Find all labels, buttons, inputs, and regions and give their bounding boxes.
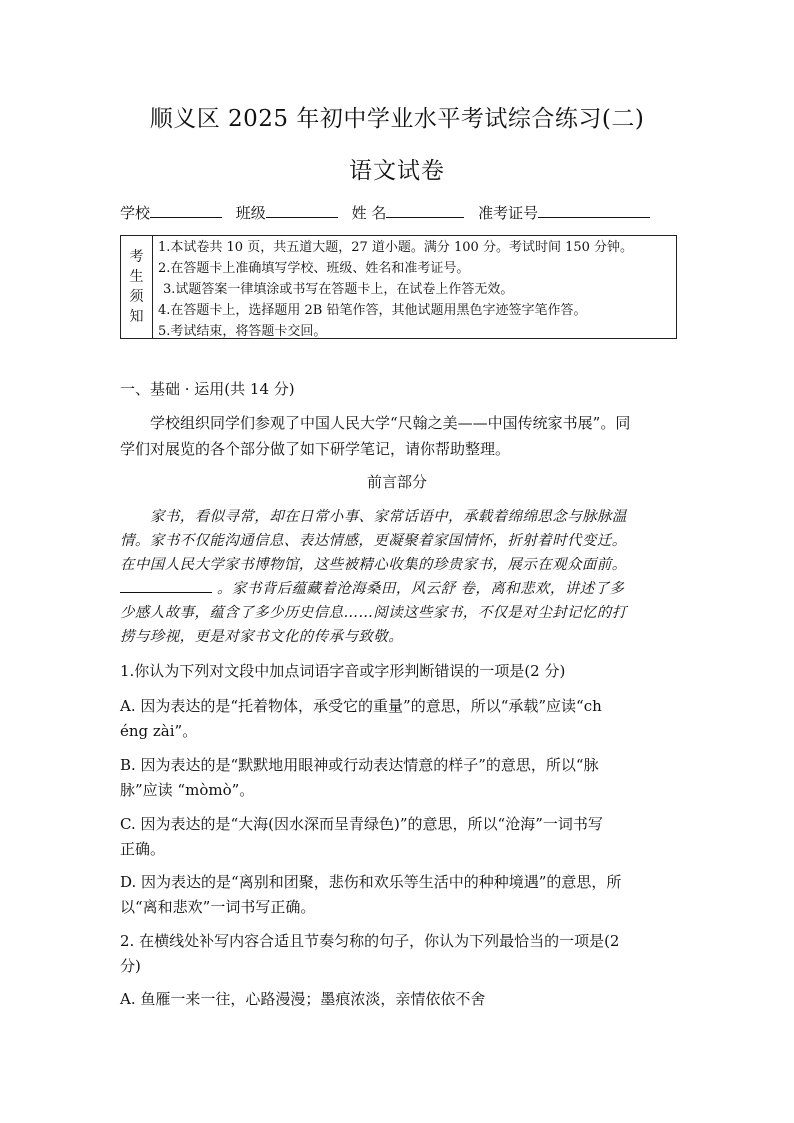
preface-passage xyxy=(120,505,677,649)
notice-side-char: 须 xyxy=(129,289,144,305)
question-2-stem xyxy=(120,929,677,979)
notice-item: 1.本试卷共 10 页，共五道大题，27 道小题。满分 100 分。考试时间 150 分钟。 xyxy=(158,240,634,255)
class-blank xyxy=(266,202,338,218)
passage-line: 少感人故事，蕴含了多少历史信息……阅读这些家书，不仅是对尘封记忆的打 xyxy=(120,605,627,621)
option-line: 脉”应读 “mòmò”。 xyxy=(120,781,255,799)
exam-subtitle: 语文试卷 xyxy=(349,158,445,184)
stem-line: 2. 在横线处补写内容合适且节奏匀称的句子，你认为下列最恰当的一项是(2 xyxy=(120,932,620,950)
school-blank xyxy=(150,202,222,218)
passage-line: 捞与珍视，更是对家书文化的传承与致敬。 xyxy=(120,629,404,645)
class-label: 班级 xyxy=(235,204,266,222)
stem-line: 分) xyxy=(120,957,141,975)
part-title: 前言部分 xyxy=(366,473,427,491)
question-2-option-a: A. 鱼雁一来一往，心路漫漫；墨痕浓淡，亲情依依不舍 xyxy=(120,990,486,1008)
notice-side-label xyxy=(121,236,153,338)
section-heading: 一、基础 · 运用(共 14 分) xyxy=(120,380,295,398)
passage-text: 。家书背后蕴藏着沧海桑田，风云舒 卷，离和悲欢，讲述了多 xyxy=(217,581,625,597)
school-label: 学校 xyxy=(120,204,151,222)
option-line: B. 因为表达的是“默默地用眼神或行动表达情意的样子”的意思，所以“脉 xyxy=(120,756,599,774)
notice-items xyxy=(158,237,673,342)
exam-title: 顺义区 2025 年初中学业水平考试综合练习(二) xyxy=(149,106,645,132)
question-1-stem: 1.你认为下列对文段中加点词语字音或字形判断错误的一项是(2 分) xyxy=(120,662,566,680)
notice-item: 2.在答题卡上准确填写学校、班级、姓名和准考证号。 xyxy=(158,261,470,276)
exam-number-label: 准考证号 xyxy=(478,204,539,222)
name-blank xyxy=(386,202,464,218)
notice-side-char: 知 xyxy=(129,309,144,325)
option-line: A. 因为表达的是“托着物体，承受它的重量”的意思，所以“承载”应读“ch xyxy=(120,697,602,715)
option-line: éng zài”。 xyxy=(120,722,198,740)
passage-line: 在中国人民大学家书博物馆，这些被精心收集的珍贵家书，展示在观众面前。 xyxy=(120,557,627,573)
exam-number-blank xyxy=(538,202,650,218)
passage-line xyxy=(120,577,677,601)
option-line: D. 因为表达的是“离别和团聚，悲伤和欢乐等生活中的种种境遇”的意思，所 xyxy=(120,873,622,891)
notice-item: 3.试题答案一律填涂或书写在答题卡上，在试卷上作答无效。 xyxy=(163,282,514,297)
passage-line: 家书，看似寻常，却在日常小事、家常话语中，承载着绵绵思念与脉脉温 xyxy=(150,509,627,525)
passage-line: 情。家书不仅能沟通信息、表达情感，更凝聚着家国情怀，折射着时代变迁。 xyxy=(120,533,627,549)
option-line: 正确。 xyxy=(120,840,166,858)
notice-item: 4.在答题卡上，选择题用 2B 铅笔作答，其他试题用黑色字迹签字笔作答。 xyxy=(158,303,587,318)
intro-paragraph xyxy=(120,410,677,462)
exam-notice-box xyxy=(120,235,677,339)
intro-line: 学校组织同学们参观了中国人民大学“尺翰之美——中国传统家书展”。同 xyxy=(150,414,631,432)
option-line: C. 因为表达的是“大海(因水深而呈青绿色)”的意思，所以“沧海”一词书写 xyxy=(120,815,603,833)
intro-line: 学们对展览的各个部分做了如下研学笔记，请你帮助整理。 xyxy=(120,440,511,458)
question-1-option-b xyxy=(120,753,677,803)
notice-item: 5.考试结束，将答题卡交回。 xyxy=(158,324,327,339)
notice-side-char: 生 xyxy=(129,269,144,285)
fill-in-blank xyxy=(120,578,212,593)
question-1-option-d xyxy=(120,870,677,920)
question-1-option-a xyxy=(120,694,677,744)
student-info-row xyxy=(120,202,680,224)
question-1-option-c xyxy=(120,812,677,862)
option-line: 以“离和悲欢”一词书写正确。 xyxy=(120,898,316,916)
name-label: 姓 名 xyxy=(351,204,387,222)
notice-side-char: 考 xyxy=(129,249,144,265)
